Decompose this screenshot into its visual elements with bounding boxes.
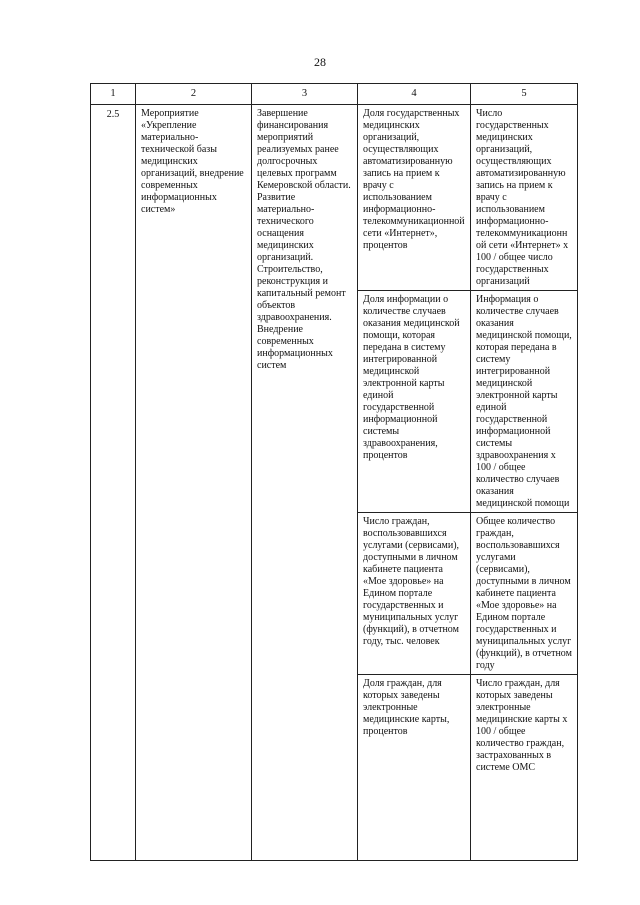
indicator-formula-cell — [471, 105, 578, 291]
indicator-name-text: Число граждан, воспользовавшихся услугами (сервисами), доступными в личном кабинете пациента «Мое здоровье» на Едином портале государственных и муниципальных услуг (функций), в отчетном году, тыс. человек — [363, 516, 460, 647]
indicator-formula-text: Число граждан, для которых заведены электронные медицинские карты х 100 / общее количество граждан, застрахованных в системе ОМС — [476, 678, 568, 773]
indicator-name-text: Доля государственных медицинских организаций, осуществляющих автоматизированную запись на прием к врачу с использованием информационно-телекоммуникационной сети «Интернет», процентов — [363, 108, 465, 251]
header-cell-3: 3 — [252, 84, 358, 105]
indicator-formula-cell — [471, 291, 578, 513]
indicator-formula-text: Информация о количестве случаев оказания медицинской помощи, которая передана в систему интегрированной медицинской электронной карты единой государственной информационной системы здравоохранения х 100 / общее количество случаев оказания медицинской помощи — [476, 294, 572, 509]
indicator-name-text: Доля граждан, для которых заведены электронные медицинские карты, процентов — [363, 678, 450, 737]
expected-result-cell — [252, 105, 358, 861]
indicator-name-cell — [358, 675, 471, 861]
indicators-table — [90, 83, 578, 861]
header-cell-5: 5 — [471, 84, 578, 105]
row-number-cell: 2.5 — [91, 105, 136, 861]
table-row — [91, 105, 578, 291]
page-number: 28 — [314, 55, 326, 69]
indicator-formula-text: Общее количество граждан, воспользовавшихся услугами (сервисами), доступными в личном кабинете пациента «Мое здоровье» на Едином портале государственных и муниципальных услуг (функций), в отчетном году — [476, 516, 572, 671]
indicator-name-cell — [358, 105, 471, 291]
indicator-formula-text: Число государственных медицинских организаций, осуществляющих автоматизированную запись на прием к врачу с использованием информационно-телекоммуникационной сети «Интернет» х 100 / общее число государственных организаций — [476, 108, 569, 287]
expected-result-text: Завершение финансирования мероприятий реализуемых ранее долгосрочных целевых программ Кемеровской области. Развитие материально-технического оснащения медицинских организаций. Строительство, реконструкция и капитальный ремонт объектов здравоохранения. Внедрение современных информационных систем — [257, 108, 351, 371]
event-cell — [136, 105, 252, 861]
table-header-row — [91, 84, 578, 105]
event-text: Мероприятие «Укрепление материально-технической базы медицинских организаций, внедрение современных информационных систем» — [141, 108, 244, 215]
indicator-formula-cell — [471, 513, 578, 675]
header-cell-4: 4 — [358, 84, 471, 105]
indicator-name-text: Доля информации о количестве случаев оказания медицинской помощи, которая передана в систему интегрированной медицинской электронной карты единой государственной информационной системы здравоохранения, процентов — [363, 294, 460, 461]
header-cell-1: 1 — [91, 84, 136, 105]
indicator-formula-cell — [471, 675, 578, 861]
header-cell-2: 2 — [136, 84, 252, 105]
indicator-name-cell — [358, 513, 471, 675]
indicator-name-cell — [358, 291, 471, 513]
